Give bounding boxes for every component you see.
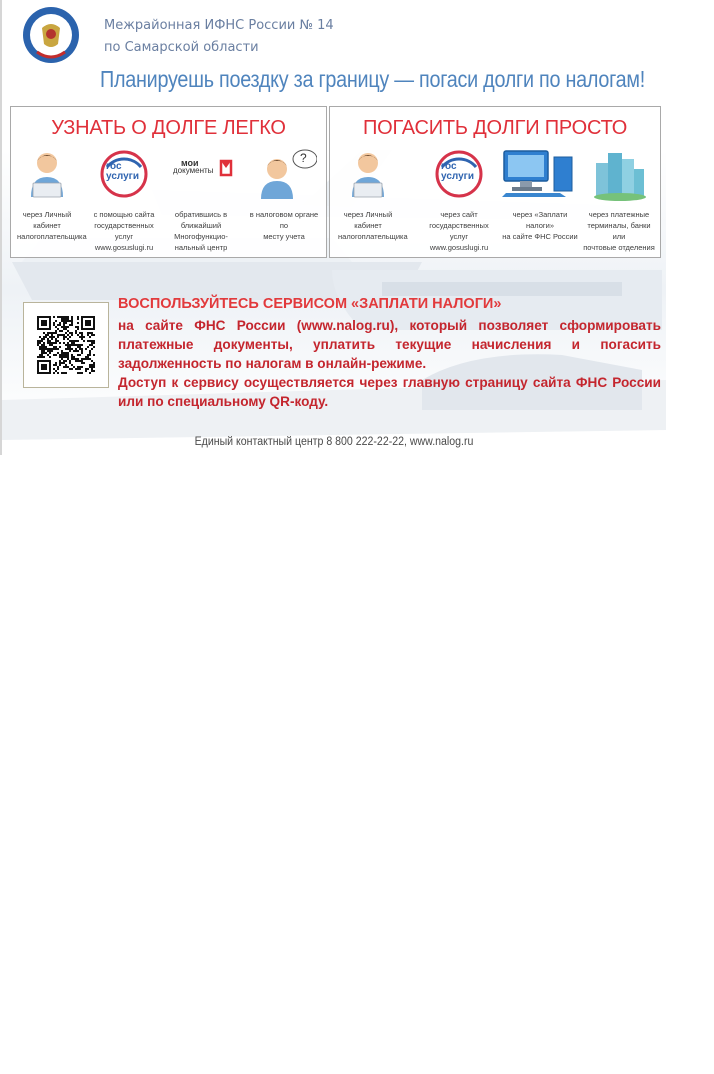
qr-code-frame (23, 302, 109, 388)
poster-headline: Планируешь поездку за границу — погаси долги по налогам! (100, 66, 645, 92)
fns-emblem-icon (22, 6, 80, 64)
tax-debt-poster (2, 0, 666, 455)
gosuslugi-logo-icon: гос услуги (99, 149, 149, 199)
organization-name: Межрайонная ИФНС России № 14 (104, 18, 334, 33)
qr-code-icon (37, 316, 95, 374)
option-caption: в налоговом органе по месту учета (249, 210, 319, 241)
option-caption: через Личный кабинет налогоплательщика (338, 210, 408, 241)
panel-pay-debt (329, 106, 661, 258)
service-paragraph: на сайте ФНС России (www.nalog.ru), который позволяет сформировать платежные документы, уплатить текущие начисления и погасить задолженность по налогам в онлайн-режиме. (118, 318, 661, 371)
option-caption: через сайт государственных услуг www.gosuslugi.ru (429, 210, 489, 252)
service-description (118, 316, 661, 411)
service-paragraph: Доступ к сервису осуществляется через главную страницу сайта ФНС России или по специальному QR-коду. (118, 375, 661, 409)
option-caption: через платежные терминалы, банки или почтовые отделения (583, 210, 655, 252)
panel-title: УЗНАТЬ О ДОЛГЕ ЛЕГКО (51, 117, 286, 139)
desktop-computer-icon (500, 149, 580, 199)
user-laptop-icon (344, 149, 392, 199)
panel-find-debt (10, 106, 327, 258)
service-title: ВОСПОЛЬЗУЙТЕСЬ СЕРВИСОМ «ЗАПЛАТИ НАЛОГИ» (118, 296, 502, 312)
person-question-icon: ? (255, 149, 317, 199)
bank-buildings-icon (592, 149, 648, 201)
option-caption: с помощью сайта государственных услуг www.gosuslugi.ru (93, 210, 155, 252)
option-caption: через «Заплати налоги» на сайте ФНС России (502, 210, 578, 241)
panel-title: ПОГАСИТЬ ДОЛГИ ПРОСТО (362, 117, 628, 139)
moi-dokumenty-logo-icon: мои документы (171, 149, 235, 189)
gosuslugi-logo-icon: гос услуги (434, 149, 484, 199)
user-laptop-icon (23, 149, 71, 199)
organization-region: по Самарской области (104, 40, 259, 55)
contact-center-line: Единый контактный центр 8 800 222-22-22, www.nalog.ru (194, 436, 474, 448)
option-caption: обратившись в ближайший Многофункцио- нальный центр (174, 210, 228, 252)
option-caption: через Личный кабинет налогоплательщика (17, 210, 87, 241)
